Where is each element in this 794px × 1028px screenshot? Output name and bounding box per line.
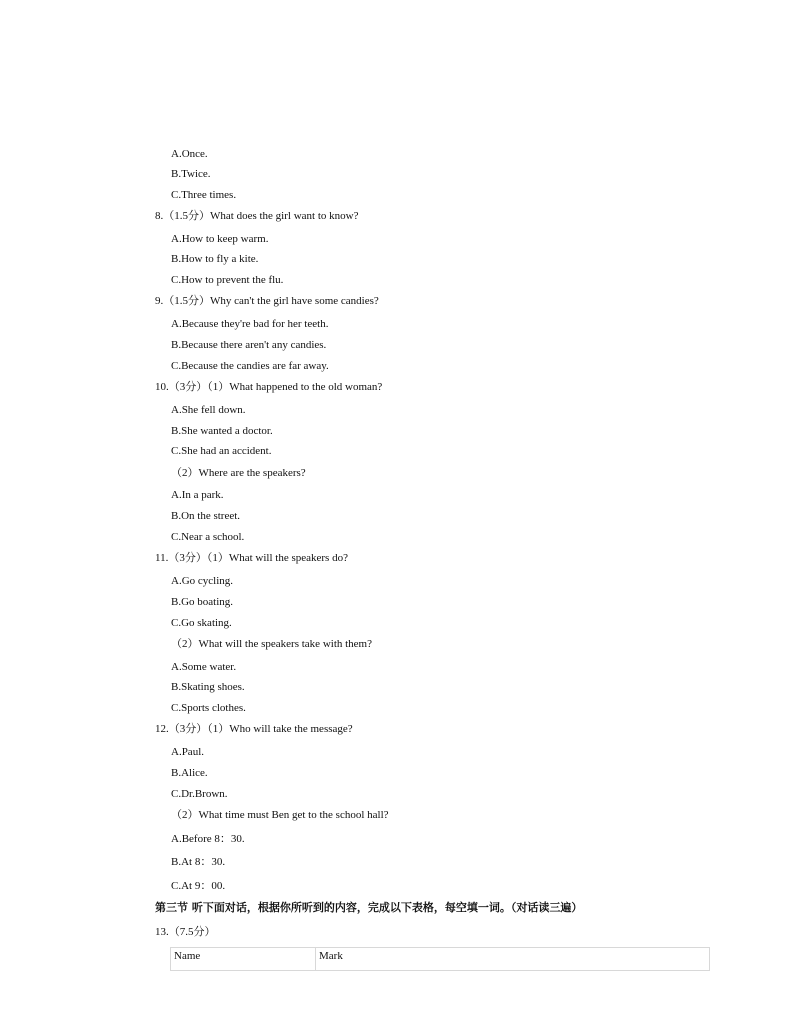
q8-option-b: B.How to fly a kite.	[171, 253, 259, 265]
q9-option-a: A.Because they're bad for her teeth.	[171, 318, 329, 330]
table-row	[171, 948, 710, 971]
q11-2-option-b: B.Skating shoes.	[171, 681, 245, 693]
q10-2-option-c: C.Near a school.	[171, 531, 245, 543]
q9-option-b: B.Because there aren't any candies.	[171, 339, 327, 351]
q11-sub2-stem: （2）What will the speakers take with them?	[171, 638, 372, 650]
q7-option-a: A.Once.	[171, 148, 208, 160]
q10-1-option-a: A.She fell down.	[171, 404, 246, 416]
q12-2-option-a: A.Before 8：30.	[171, 833, 245, 845]
q9-stem: 9.（1.5分）Why can't the girl have some candies?	[155, 295, 379, 307]
q12-1-option-c: C.Dr.Brown.	[171, 788, 228, 800]
q11-2-option-a: A.Some water.	[171, 661, 237, 673]
q10-2-option-b: B.On the street.	[171, 510, 241, 522]
q12-1-option-b: B.Alice.	[171, 767, 208, 779]
q13-stem: 13.（7.5分）	[155, 926, 216, 938]
q11-1-option-a: A.Go cycling.	[171, 575, 234, 587]
section-3-title: 第三节 听下面对话，根据你所听到的内容，完成以下表格，每空填一词。（对话读三遍）	[155, 901, 583, 914]
q8-option-a: A.How to keep warm.	[171, 233, 269, 245]
q10-sub2-stem: （2）Where are the speakers?	[171, 467, 306, 479]
q10-1-option-c: C.She had an accident.	[171, 445, 272, 457]
q12-2-option-b: B.At 8：30.	[171, 856, 226, 868]
q12-2-option-c: C.At 9：00.	[171, 880, 226, 892]
q10-stem: 10.（3分）（1）What happened to the old woman?	[155, 381, 383, 393]
q10-1-option-b: B.She wanted a doctor.	[171, 425, 273, 437]
q12-1-option-a: A.Paul.	[171, 746, 204, 758]
q7-option-c: C.Three times.	[171, 189, 237, 201]
q9-option-c: C.Because the candies are far away.	[171, 360, 329, 372]
q11-1-option-b: B.Go boating.	[171, 596, 234, 608]
table-header-name: Name	[171, 948, 316, 971]
table-header-mark: Mark	[316, 948, 710, 971]
q10-2-option-a: A.In a park.	[171, 489, 224, 501]
q11-2-option-c: C.Sports clothes.	[171, 702, 246, 714]
q8-stem: 8.（1.5分）What does the girl want to know?	[155, 210, 359, 222]
q11-stem: 11.（3分）（1）What will the speakers do?	[155, 552, 348, 564]
q12-sub2-stem: （2）What time must Ben get to the school hall?	[171, 809, 389, 821]
q8-option-c: C.How to prevent the flu.	[171, 274, 284, 286]
q7-option-b: B.Twice.	[171, 168, 211, 180]
q12-stem: 12.（3分）（1）Who will take the message?	[155, 723, 353, 735]
q11-1-option-c: C.Go skating.	[171, 617, 232, 629]
answer-table	[170, 947, 710, 971]
